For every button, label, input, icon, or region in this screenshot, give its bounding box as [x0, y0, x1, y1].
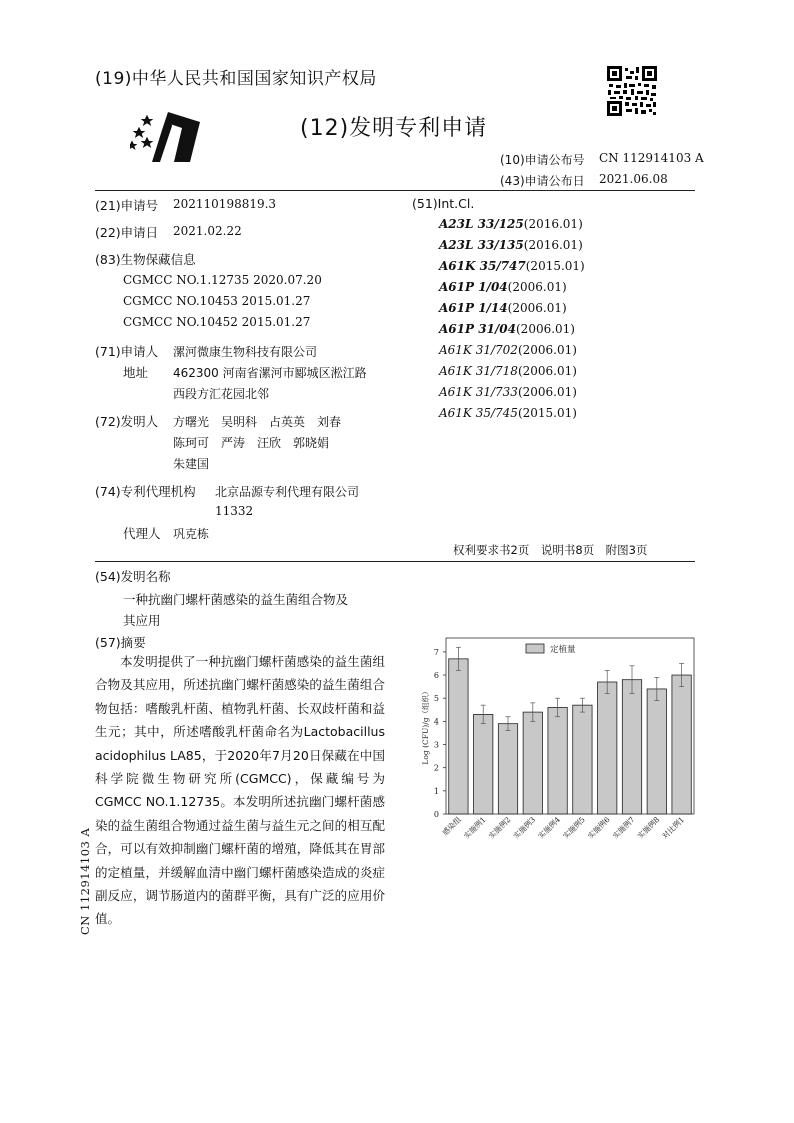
x-tick-label: 感染组: [440, 815, 463, 838]
ipc-version: (2006.01): [517, 343, 577, 357]
applicant: 漯河微康生物科技有限公司: [173, 345, 318, 359]
page-counts: 权利要求书2页 说明书8页 附图3页: [453, 543, 648, 557]
address-line: 462300 河南省漯河市郾城区淞江路: [173, 366, 367, 380]
address-label: 地址: [123, 365, 149, 380]
x-tick-label: 对比例1: [660, 815, 687, 841]
ipc-version: (2006.01): [516, 322, 575, 336]
bar: [474, 714, 493, 814]
ipc-item: [439, 217, 583, 231]
inventors-line: 朱建国: [173, 457, 210, 471]
y-tick-label: 1: [433, 786, 439, 796]
x-tick-label: 实施例2: [486, 815, 513, 841]
agency-name: 北京品源专利代理有限公司: [215, 485, 360, 499]
y-axis-label: Log (CFU)/g（组织）: [421, 687, 430, 765]
bar: [622, 680, 641, 814]
y-tick-label: 0: [433, 810, 439, 819]
ipc-version: (2006.01): [517, 385, 577, 399]
invention-title-label: (54)发明名称: [95, 569, 171, 584]
inventors-line: 陈珂可 严涛 汪欣 郭晓娟: [173, 436, 330, 450]
x-tick-label: 实施例3: [511, 815, 538, 841]
x-tick-label: 实施例1: [461, 815, 488, 841]
agent-name: 巩克栋: [173, 527, 210, 541]
x-tick-label: 实施例7: [610, 815, 637, 841]
y-tick-label: 5: [433, 694, 439, 704]
ipc-code: A61K 35/745: [439, 406, 518, 420]
document-type: (12)发明专利申请: [300, 116, 488, 141]
side-publication-number: CN 112914103 A: [78, 827, 92, 935]
ipc-item: [439, 322, 575, 336]
colonization-chart: [418, 630, 718, 850]
pub-number: CN 112914103 A: [599, 151, 704, 165]
bar: [498, 724, 517, 814]
y-tick-label: 6: [433, 671, 439, 681]
y-tick-label: 3: [433, 740, 439, 750]
invention-title: 一种抗幽门螺杆菌感染的益生菌组合物及: [123, 592, 349, 607]
ipc-item: [439, 343, 577, 357]
ipc-item: [439, 280, 567, 294]
ipc-code: A23L 33/135: [439, 238, 524, 252]
office-name: (19)中华人民共和国国家知识产权局: [95, 69, 377, 89]
bar: [672, 675, 691, 814]
bar-chart: [418, 630, 718, 850]
abstract-label: (57)摘要: [95, 635, 146, 650]
invention-title-cont: 其应用: [123, 613, 161, 628]
ipc-item: [439, 301, 567, 315]
ipc-version: (2015.01): [517, 406, 577, 420]
cnipa-logo-icon: [130, 108, 206, 166]
ipc-item: [439, 238, 583, 252]
y-tick-label: 7: [433, 647, 439, 657]
x-tick-label: 实施例5: [561, 815, 587, 841]
ipc-item: [439, 364, 577, 378]
pub-date-label: (43)申请公布日: [500, 174, 585, 188]
ipc-code: A61K 35/747: [439, 259, 526, 273]
application-number: 202110198819.3: [173, 197, 277, 211]
ipc-code: A23L 33/125: [439, 217, 524, 231]
deposit-item: CGMCC NO.10452 2015.01.27: [123, 315, 311, 329]
ipc-version: (2006.01): [517, 364, 577, 378]
deposit-info-label: (83)生物保藏信息: [95, 252, 196, 267]
legend-swatch: [526, 644, 544, 653]
ipc-code: A61P 31/04: [439, 322, 516, 336]
agency-label: (74)专利代理机构: [95, 484, 196, 499]
header-divider: [95, 190, 695, 191]
bar: [573, 705, 592, 814]
deposit-item: CGMCC NO.1.12735 2020.07.20: [123, 273, 322, 287]
legend-label: 定植量: [550, 645, 576, 655]
abstract-text: 本发明提供了一种抗幽门螺杆菌感染的益生菌组合物及其应用，所述抗幽门螺杆菌感染的益生菌组合物包括：嗜酸乳杆菌、植物乳杆菌、长双歧杆菌和益生元；其中，所述嗜酸乳杆菌命名为Lactobacillus acidophilus LA85，于2020年7月20日保藏在中国科学院微生物研究所(CGMCC)，保藏编号为CGMCC NO.1.12735。本发明所述抗幽门螺杆菌感染的益生菌组合物通过益生菌与益生元之间的相互配合，可以有效抑制幽门螺杆菌的增殖，降低其在胃部的定植量，并缓解血清中幽门螺杆菌感染造成的炎症副反应，调节肠道内的菌群平衡，具有广泛的应用价值。: [95, 654, 385, 927]
ipc-item: [439, 385, 577, 399]
ipc-version: (2016.01): [523, 217, 583, 231]
ipc-code: A61P 1/14: [439, 301, 508, 315]
address-line: 西段方汇花园北邻: [173, 387, 270, 401]
application-date-label: (22)申请日: [95, 225, 159, 240]
pub-number-label: (10)申请公布号: [500, 153, 585, 167]
ipc-version: (2006.01): [507, 280, 567, 294]
agency-code: 11332: [215, 504, 254, 518]
ipc-code: A61K 31/702: [439, 343, 518, 357]
ipc-version: (2015.01): [525, 259, 585, 273]
applicant-label: (71)申请人: [95, 344, 159, 359]
bibliography-divider: [95, 561, 695, 562]
ipc-version: (2006.01): [507, 301, 567, 315]
ipc-version: (2016.01): [523, 238, 583, 252]
x-tick-label: 实施例4: [536, 815, 563, 841]
x-tick-label: 实施例8: [635, 815, 662, 841]
bar: [523, 712, 542, 814]
deposit-item: CGMCC NO.10453 2015.01.27: [123, 294, 311, 308]
y-tick-label: 2: [433, 763, 439, 773]
application-number-label: (21)申请号: [95, 198, 159, 213]
application-date: 2021.02.22: [173, 224, 242, 238]
qr-code-icon: [607, 66, 657, 116]
y-tick-label: 4: [433, 717, 439, 727]
agent-label: 代理人: [123, 526, 161, 541]
bar: [598, 682, 617, 814]
pub-date: 2021.06.08: [599, 172, 668, 186]
ipc-code: A61K 31/733: [439, 385, 518, 399]
inventors-line: 方曙光 吴明科 占英英 刘春: [173, 415, 342, 429]
ipc-item: [439, 259, 585, 273]
bar: [449, 659, 468, 814]
bar: [548, 707, 567, 814]
ipc-item: [439, 406, 577, 420]
inventors-label: (72)发明人: [95, 414, 159, 429]
ipc-code: A61K 31/718: [439, 364, 518, 378]
abstract: [95, 650, 385, 931]
bar: [647, 689, 666, 814]
ipc-label: (51)Int.Cl.: [412, 196, 475, 211]
ipc-code: A61P 1/04: [439, 280, 508, 294]
x-tick-label: 实施例6: [585, 815, 612, 841]
